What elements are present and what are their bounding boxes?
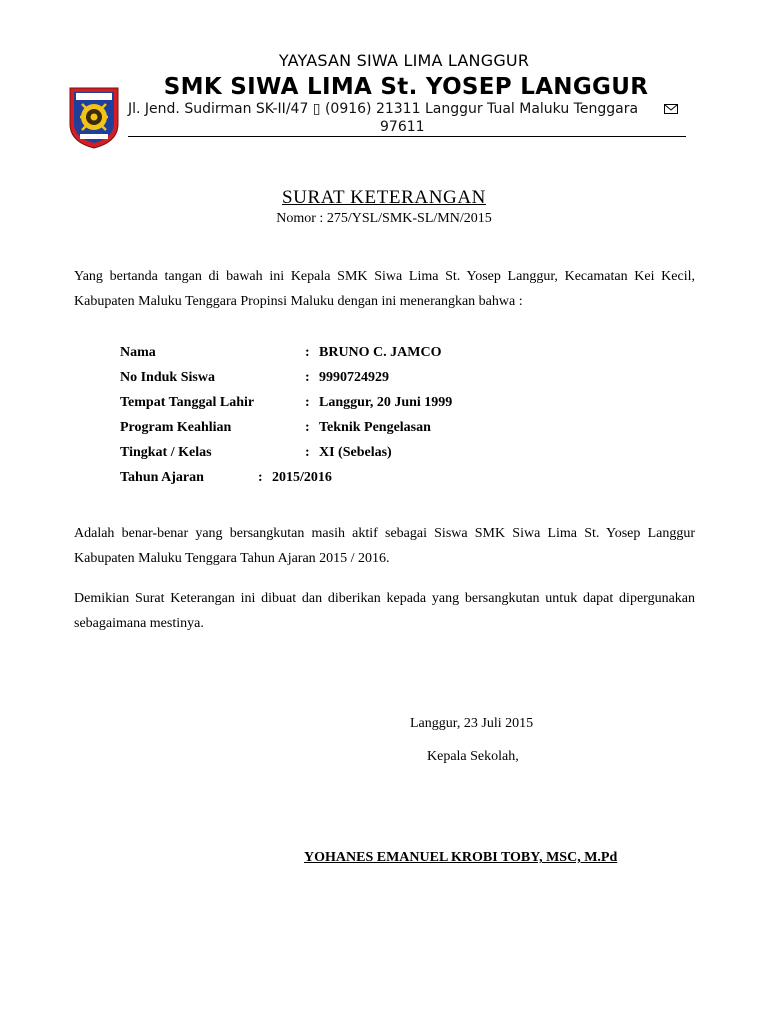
address-line-1: Jl. Jend. Sudirman SK-II/47 ▯ (0916) 21311 Langgur Tual Maluku Tenggara bbox=[128, 101, 639, 117]
foundation-name: YAYASAN SIWA LIMA LANGGUR bbox=[278, 51, 530, 70]
field-colon: : bbox=[305, 395, 310, 410]
statement-paragraph: Adalah benar-benar yang bersangkutan masih aktif sebagai Siswa SMK Siwa Lima St. Yosep Langgur Kabupaten Maluku Tenggara Tahun Ajaran 2015 / 2016. bbox=[74, 526, 695, 566]
field-value-class: XI (Sebelas) bbox=[319, 445, 392, 460]
closing-paragraph: Demikian Surat Keterangan ini dibuat dan diberikan kepada yang bersangkutan untuk dapat dipergunakan sebagaimana mestinya. bbox=[74, 591, 695, 631]
school-name: SMK SIWA LIMA St. YOSEP LANGGUR bbox=[163, 74, 649, 100]
field-label-academic-year: Tahun Ajaran bbox=[120, 470, 204, 485]
signer-position: Kepala Sekolah, bbox=[427, 749, 519, 764]
field-value-program: Teknik Pengelasan bbox=[319, 420, 431, 435]
field-label-program: Program Keahlian bbox=[120, 420, 232, 435]
field-colon: : bbox=[305, 445, 310, 460]
field-value-academic-year: 2015/2016 bbox=[272, 470, 332, 485]
field-colon: : bbox=[258, 470, 263, 485]
place-date: Langgur, 23 Juli 2015 bbox=[410, 716, 534, 731]
letterhead-divider bbox=[128, 136, 686, 137]
field-value-name: BRUNO C. JAMCO bbox=[319, 345, 442, 360]
field-colon: : bbox=[305, 420, 310, 435]
signer-name: YOHANES EMANUEL KROBI TOBY, MSC, M.Pd bbox=[304, 850, 618, 865]
document-title: SURAT KETERANGAN bbox=[281, 187, 486, 208]
field-label-class: Tingkat / Kelas bbox=[120, 445, 212, 460]
field-colon: : bbox=[305, 370, 310, 385]
address-line-2: 97611 bbox=[380, 119, 425, 135]
envelope-icon bbox=[664, 104, 678, 114]
field-value-student-id: 9990724929 bbox=[319, 370, 389, 385]
field-label-birth: Tempat Tanggal Lahir bbox=[120, 395, 255, 410]
field-label-name: Nama bbox=[120, 345, 156, 360]
field-label-student-id: No Induk Siswa bbox=[120, 370, 215, 385]
field-value-birth: Langgur, 20 Juni 1999 bbox=[319, 395, 453, 410]
intro-paragraph: Yang bertanda tangan di bawah ini Kepala SMK Siwa Lima St. Yosep Langgur, Kecamatan Kei Kecil, Kabupaten Maluku Tenggara Propinsi Maluku dengan ini menerangkan bahwa : bbox=[74, 269, 695, 309]
document-number: Nomor : 275/YSL/SMK-SL/MN/2015 bbox=[276, 211, 492, 226]
field-colon: : bbox=[305, 345, 310, 360]
